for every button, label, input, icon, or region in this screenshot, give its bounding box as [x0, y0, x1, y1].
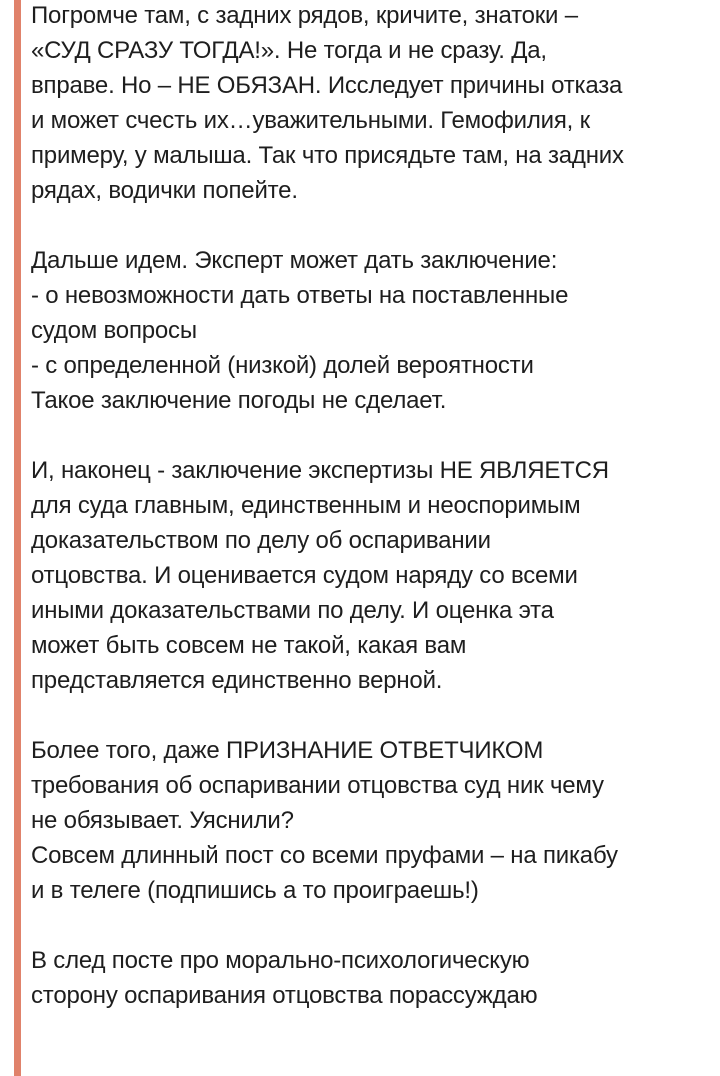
paragraph-expert: [31, 243, 711, 418]
text-line: может быть совсем не такой, какая вам: [31, 632, 467, 659]
quote-accent-bar: [14, 0, 21, 1076]
text-line: доказательством по делу об оспаривании: [31, 527, 491, 554]
text-line: Такое заключение погоды не сделает.: [31, 387, 447, 414]
text-line: Более того, даже ПРИЗНАНИЕ ОТВЕТЧИКОМ: [31, 737, 544, 764]
text-line: - с определенной (низкой) долей вероятности: [31, 352, 534, 379]
text-line: примеру, у малыша. Так что присядьте там, на задних: [31, 142, 624, 169]
text-line: иными доказательствами по делу. И оценка эта: [31, 597, 554, 624]
text-line: рядах, водички попейте.: [31, 177, 298, 204]
text-line: И, наконец - заключение экспертизы НЕ ЯВЛЯЕТСЯ: [31, 457, 609, 484]
paragraph-admission: [31, 733, 711, 908]
post-body: [31, 0, 711, 1048]
text-line: для суда главным, единственным и неоспоримым: [31, 492, 581, 519]
text-line: вправе. Но – НЕ ОБЯЗАН. Исследует причины отказа: [31, 72, 623, 99]
text-line: В след посте про морально-психологическую: [31, 947, 530, 974]
paragraph-intro: [31, 0, 711, 208]
text-line: «СУД СРАЗУ ТОГДА!». Не тогда и не сразу. Да,: [31, 37, 547, 64]
text-line: Дальше идем. Эксперт может дать заключение:: [31, 247, 558, 274]
text-line: - о невозможности дать ответы на поставленные: [31, 282, 569, 309]
text-line: Погромче там, с задних рядов, кричите, знатоки –: [31, 2, 578, 29]
paragraph-next-post: [31, 943, 711, 1013]
text-line: отцовства. И оценивается судом наряду со всеми: [31, 562, 578, 589]
text-line: не обязывает. Уяснили?: [31, 807, 294, 834]
text-line: Совсем длинный пост со всеми пруфами – на пикабу: [31, 842, 618, 869]
text-line: требования об оспаривании отцовства суд ник чему: [31, 772, 604, 799]
text-line: и может счесть их…уважительными. Гемофилия, к: [31, 107, 590, 134]
paragraph-evidence: [31, 453, 711, 698]
text-line: представляется единственно верной.: [31, 667, 443, 694]
text-line: судом вопросы: [31, 317, 197, 344]
text-line: и в телеге (подпишись а то проиграешь!): [31, 877, 479, 904]
text-line: сторону оспаривания отцовства порассуждаю: [31, 982, 538, 1009]
